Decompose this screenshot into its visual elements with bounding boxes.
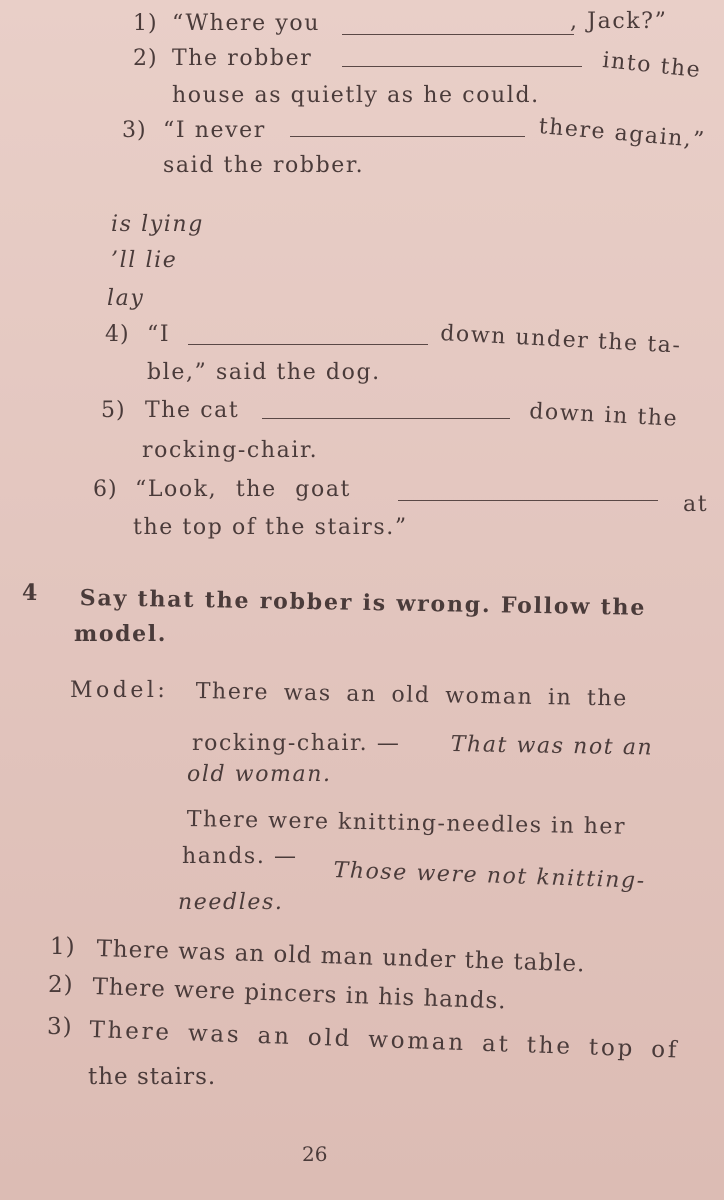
item-text: “I never [163, 118, 266, 143]
option-word: ’ll lie [111, 248, 178, 273]
item-number: 3) [47, 1014, 73, 1040]
model-answer: old woman. [187, 762, 332, 787]
exercise-item: There was an old woman at the top of [89, 1016, 680, 1064]
exercise-instruction: Say that the robber is wrong. Follow the [79, 584, 647, 621]
model-answer: That was not an [450, 731, 654, 761]
model-text: rocking-chair. — [192, 731, 401, 756]
item-text: into the [601, 47, 703, 84]
item-number: 4) [105, 322, 130, 347]
item-number: 2) [48, 972, 74, 998]
model-text: There was an old woman in the [195, 678, 629, 712]
model-answer: needles. [178, 890, 284, 915]
item-number: 2) [133, 46, 158, 71]
model-text: There were knitting-needles in her [186, 806, 627, 840]
item-text: there again,” [537, 113, 707, 154]
item-number: 1) [133, 11, 158, 36]
answer-blank[interactable] [262, 418, 510, 419]
item-text: The robber [172, 46, 313, 71]
item-text: “Look, the goat [135, 477, 351, 502]
item-number: 6) [93, 477, 118, 502]
model-text: hands. — [182, 844, 298, 869]
item-text: the top of the stairs.” [133, 515, 408, 540]
item-text: house as quietly as he could. [172, 83, 540, 108]
item-text: rocking-chair. [142, 438, 319, 463]
answer-blank[interactable] [398, 500, 658, 501]
option-word: lay [107, 286, 145, 311]
item-number: 3) [122, 118, 147, 143]
item-text: , Jack?” [570, 9, 668, 34]
answer-blank[interactable] [188, 344, 428, 345]
item-text: said the robber. [163, 153, 365, 178]
item-number: 5) [101, 398, 126, 423]
item-text: down under the ta- [439, 320, 683, 359]
model-answer: Those were not knitting- [333, 857, 647, 894]
model-label: Model: [70, 678, 169, 703]
item-number: 1) [50, 934, 76, 960]
exercise-instruction: model. [74, 621, 167, 647]
item-text: at [683, 492, 709, 517]
item-text: The cat [145, 398, 240, 423]
answer-blank[interactable] [342, 66, 582, 67]
answer-blank[interactable] [342, 34, 574, 35]
item-text: “I [147, 322, 171, 347]
item-text: ble,” said the dog. [147, 360, 381, 385]
page-number: 26 [302, 1142, 328, 1166]
item-text: “Where you [172, 11, 321, 36]
exercise-item: the stairs. [88, 1064, 217, 1090]
exercise-number: 4 [22, 580, 38, 606]
option-word: is lying [111, 212, 204, 237]
exercise-item: There was an old man under the table. [96, 935, 586, 978]
item-text: down in the [528, 398, 679, 432]
exercise-item: There were pincers in his hands. [92, 973, 508, 1015]
answer-blank[interactable] [290, 136, 525, 137]
